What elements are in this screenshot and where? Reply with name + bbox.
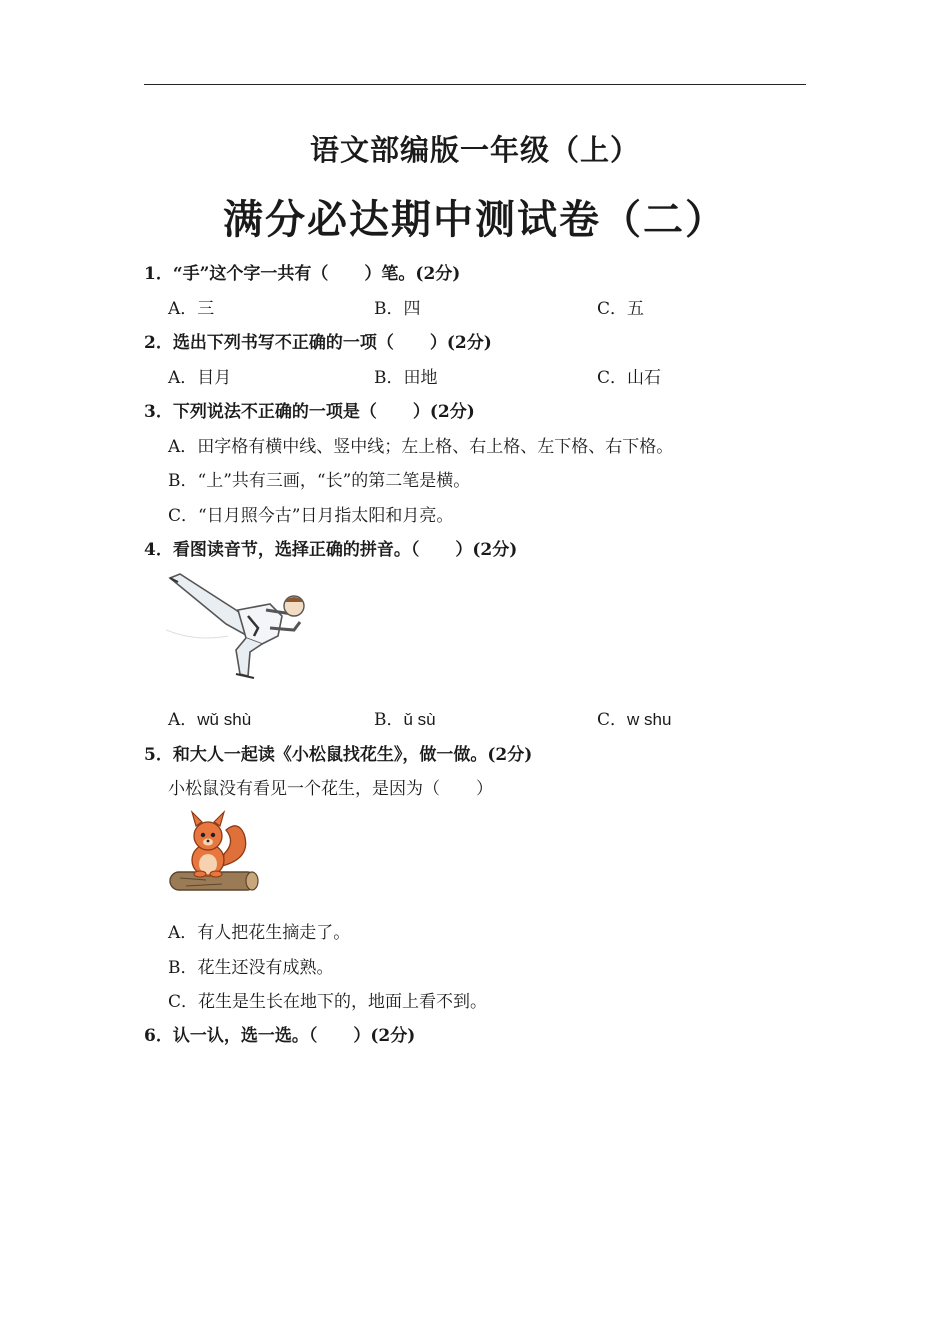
option-a[interactable]: A．wǔ shù	[168, 710, 252, 730]
question-3	[144, 397, 475, 422]
option-b[interactable]: B．ǔ sù	[374, 710, 436, 730]
question-text: 和大人一起读《小松鼠找花生》，做一做。(2分)	[172, 745, 533, 765]
question-number: 2．	[144, 333, 173, 353]
option-a[interactable]: A．目月	[168, 368, 232, 388]
option-a[interactable]: A．田字格有横中线、竖中线；左上格、右上格、左下格、右下格。	[168, 437, 674, 457]
option-b[interactable]: B．“上”共有三画，“长”的第二笔是横。	[168, 471, 471, 491]
question-2	[144, 328, 492, 353]
option-c[interactable]: C．w shu	[597, 710, 672, 730]
question-text-end: ）(2分)	[412, 402, 475, 422]
question-text-end: ）(2分)	[429, 333, 492, 353]
question-6	[144, 1021, 415, 1046]
option-c[interactable]: C．花生是生长在地下的，地面上看不到。	[168, 992, 488, 1012]
option-b[interactable]: B．花生还没有成熟。	[168, 958, 334, 978]
option-a[interactable]: A．有人把花生摘走了。	[168, 923, 351, 943]
question-number: 3．	[144, 402, 173, 422]
question-number: 1．	[144, 264, 173, 284]
question-text: 看图读音节，选择正确的拼音。（	[172, 540, 420, 560]
question-number: 6．	[144, 1026, 173, 1046]
question-text: 选出下列书写不正确的一项（	[172, 333, 394, 353]
question-4	[144, 535, 517, 560]
option-c[interactable]: C．五	[597, 299, 645, 319]
question-number: 5．	[144, 745, 173, 765]
option-c[interactable]: C．“日月照今古”日月指太阳和月亮。	[168, 506, 454, 526]
question-1	[144, 259, 460, 284]
question-text-end: ）(2分)	[455, 540, 518, 560]
question-text: 下列说法不正确的一项是（	[172, 402, 377, 422]
paper-title: 满分必达期中测试卷（二）	[223, 196, 727, 243]
option-a[interactable]: A．三	[168, 299, 215, 319]
option-b[interactable]: B．田地	[374, 368, 438, 388]
option-c[interactable]: C．山石	[597, 368, 662, 388]
question-text: “手”这个字一共有（	[172, 264, 329, 284]
option-b[interactable]: B．四	[374, 299, 421, 319]
header-rule	[144, 84, 806, 85]
question-5-prompt: 小松鼠没有看见一个花生，是因为（ ）	[168, 779, 493, 799]
martial-arts-kick-image	[166, 570, 311, 682]
squirrel-on-log-image	[166, 808, 262, 900]
paper-subtitle: 语文部编版一年级（上）	[309, 133, 640, 167]
question-text: 认一认，选一选。（	[172, 1026, 318, 1046]
question-number: 4．	[144, 540, 173, 560]
question-text-end: ）笔。(2分)	[364, 264, 461, 284]
question-text-end: ）(2分)	[353, 1026, 416, 1046]
question-5	[144, 740, 532, 765]
